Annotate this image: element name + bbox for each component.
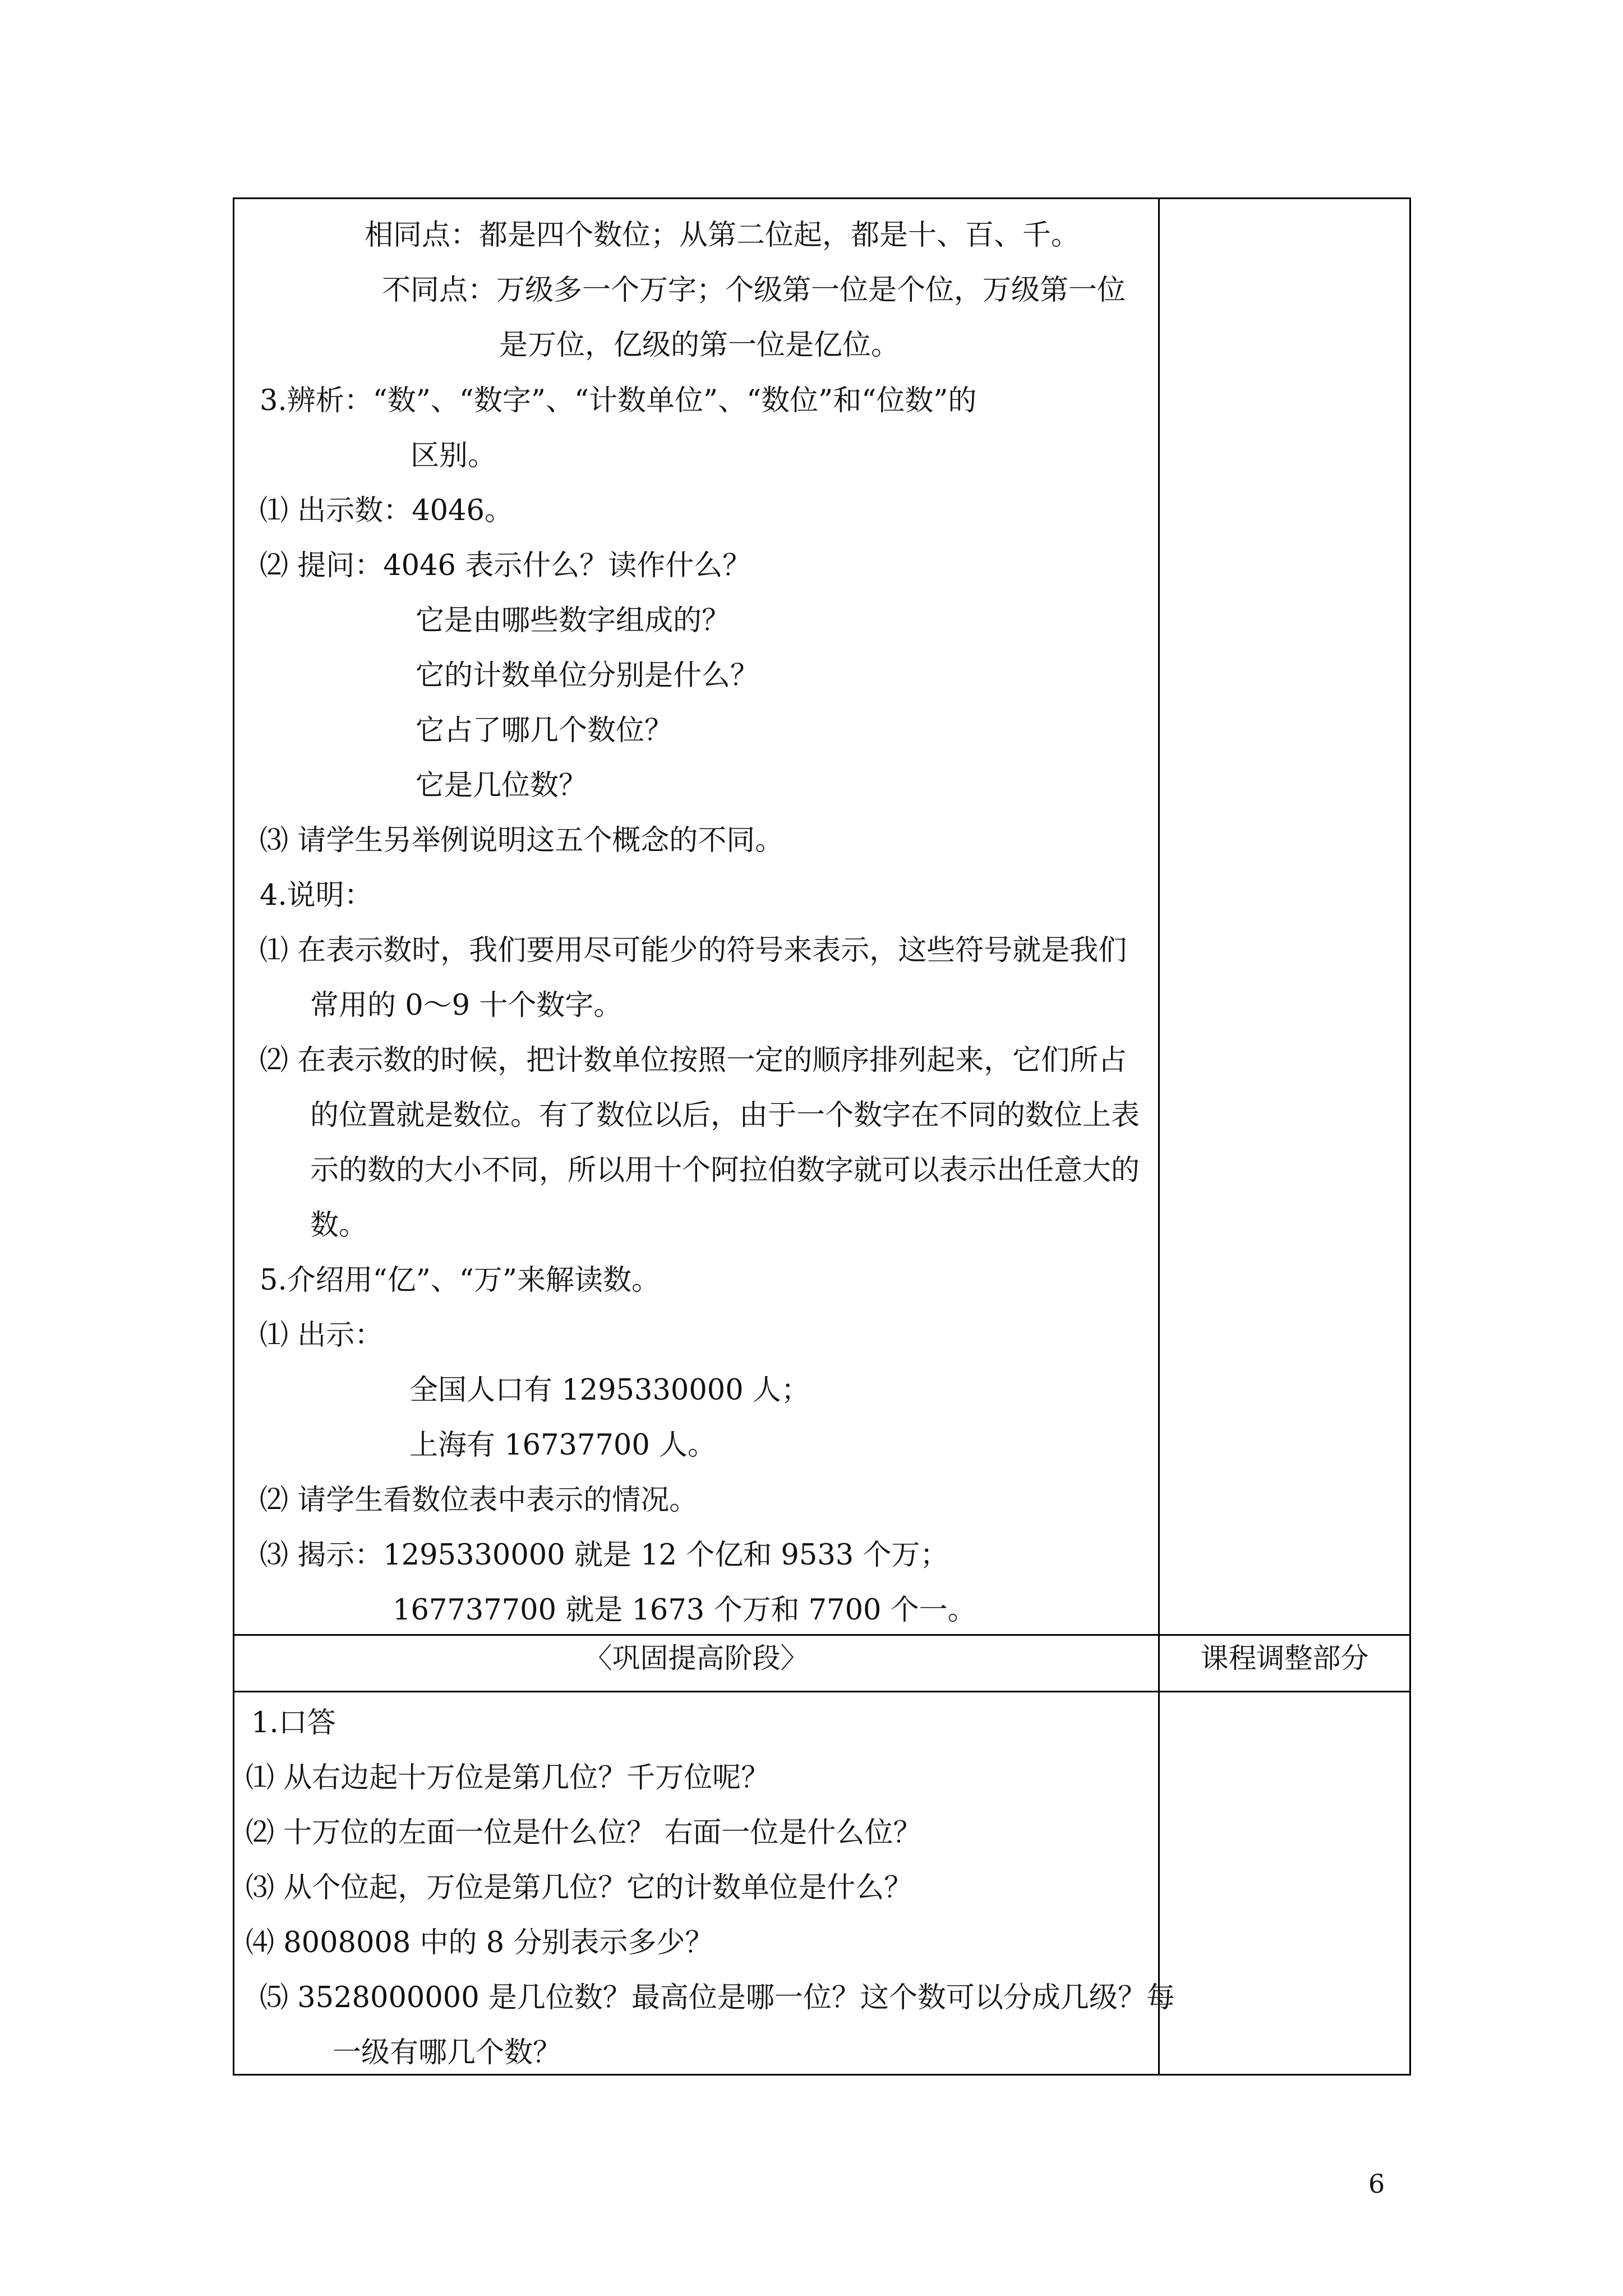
- lesson-plan-table: [233, 197, 1411, 2076]
- text-line: 它的计数单位分别是什么？: [416, 659, 759, 692]
- text-line: ⑸ 3528000000 是几位数？最高位是哪一位？这个数可以分成几级？每: [260, 1981, 1175, 2014]
- text-line: ⑴ 出示数：4046。: [260, 494, 514, 527]
- text-line: ⑵ 十万位的左面一位是什么位？ 右面一位是什么位？: [246, 1816, 922, 1849]
- text-line: 4.说明：: [260, 879, 373, 912]
- text-line: 上海有 16737700 人。: [409, 1429, 717, 1462]
- text-line: ⑶ 揭示：1295330000 就是 12 个亿和 9533 个万；: [260, 1539, 949, 1572]
- text-line: 示的数的大小不同，所以用十个阿拉伯数字就可以表示出任意大的: [310, 1154, 1140, 1187]
- adjustment-cell-empty: [1159, 199, 1410, 1635]
- text-line: ⑵ 提问：4046 表示什么？读作什么？: [260, 549, 751, 582]
- text-line: 的位置就是数位。有了数位以后，由于一个数字在不同的数位上表: [310, 1099, 1140, 1132]
- text-line: ⑴ 在表示数时，我们要用尽可能少的符号来表示，这些符号就是我们: [260, 934, 1127, 967]
- text-line: ⑷ 8008008 中的 8 分别表示多少？: [246, 1926, 714, 1959]
- text-line: 相同点：都是四个数位；从第二位起，都是十、百、千。: [365, 219, 1080, 252]
- text-line: 不同点：万级多一个万字；个级第一位是个位，万级第一位: [382, 274, 1126, 307]
- text-line: 区别。: [411, 439, 497, 472]
- process-cell: [234, 199, 1159, 1635]
- text-line: 是万位，亿级的第一位是亿位。: [499, 329, 900, 362]
- page-number: 6: [1368, 2169, 1385, 2199]
- text-line: ⑵ 在表示数的时候，把计数单位按照一定的顺序排列起来，它们所占: [260, 1044, 1127, 1077]
- text-line: ⑴ 从右边起十万位是第几位？千万位呢？: [246, 1761, 770, 1795]
- text-line: 它占了哪几个数位？: [416, 714, 674, 747]
- text-line: 数。: [310, 1209, 368, 1242]
- consolidation-cell: [234, 1692, 1175, 2075]
- stage-header: 〈巩固提高阶段〉: [234, 1635, 1159, 1692]
- text-line: 1.口答: [251, 1706, 336, 1740]
- text-line: ⑴ 出示：: [260, 1319, 384, 1352]
- text-line: 167737700 就是 1673 个万和 7700 个一。: [393, 1594, 976, 1627]
- text-line: 常用的 0～9 十个数字。: [310, 989, 623, 1022]
- text-line: 一级有哪几个数？: [333, 2036, 562, 2069]
- adjustment-cell-empty: [1159, 1692, 1410, 2075]
- text-line: ⑵ 请学生看数位表中表示的情况。: [260, 1484, 698, 1517]
- text-line: ⑶ 从个位起，万位是第几位？它的计数单位是什么？: [246, 1871, 913, 1904]
- text-line: 3.辨析：“数”、“数字”、“计数单位”、“数位”和“位数”的: [260, 384, 977, 417]
- text-line: 它是由哪些数字组成的？: [416, 604, 731, 637]
- text-line: ⑶ 请学生另举例说明这五个概念的不同。: [260, 824, 784, 857]
- adjustment-header: 课程调整部分: [1159, 1635, 1410, 1692]
- text-line: 全国人口有 1295330000 人；: [409, 1374, 810, 1407]
- text-line: 5.介绍用“亿”、“万”来解读数。: [260, 1264, 660, 1297]
- text-line: 它是几位数？: [416, 769, 588, 802]
